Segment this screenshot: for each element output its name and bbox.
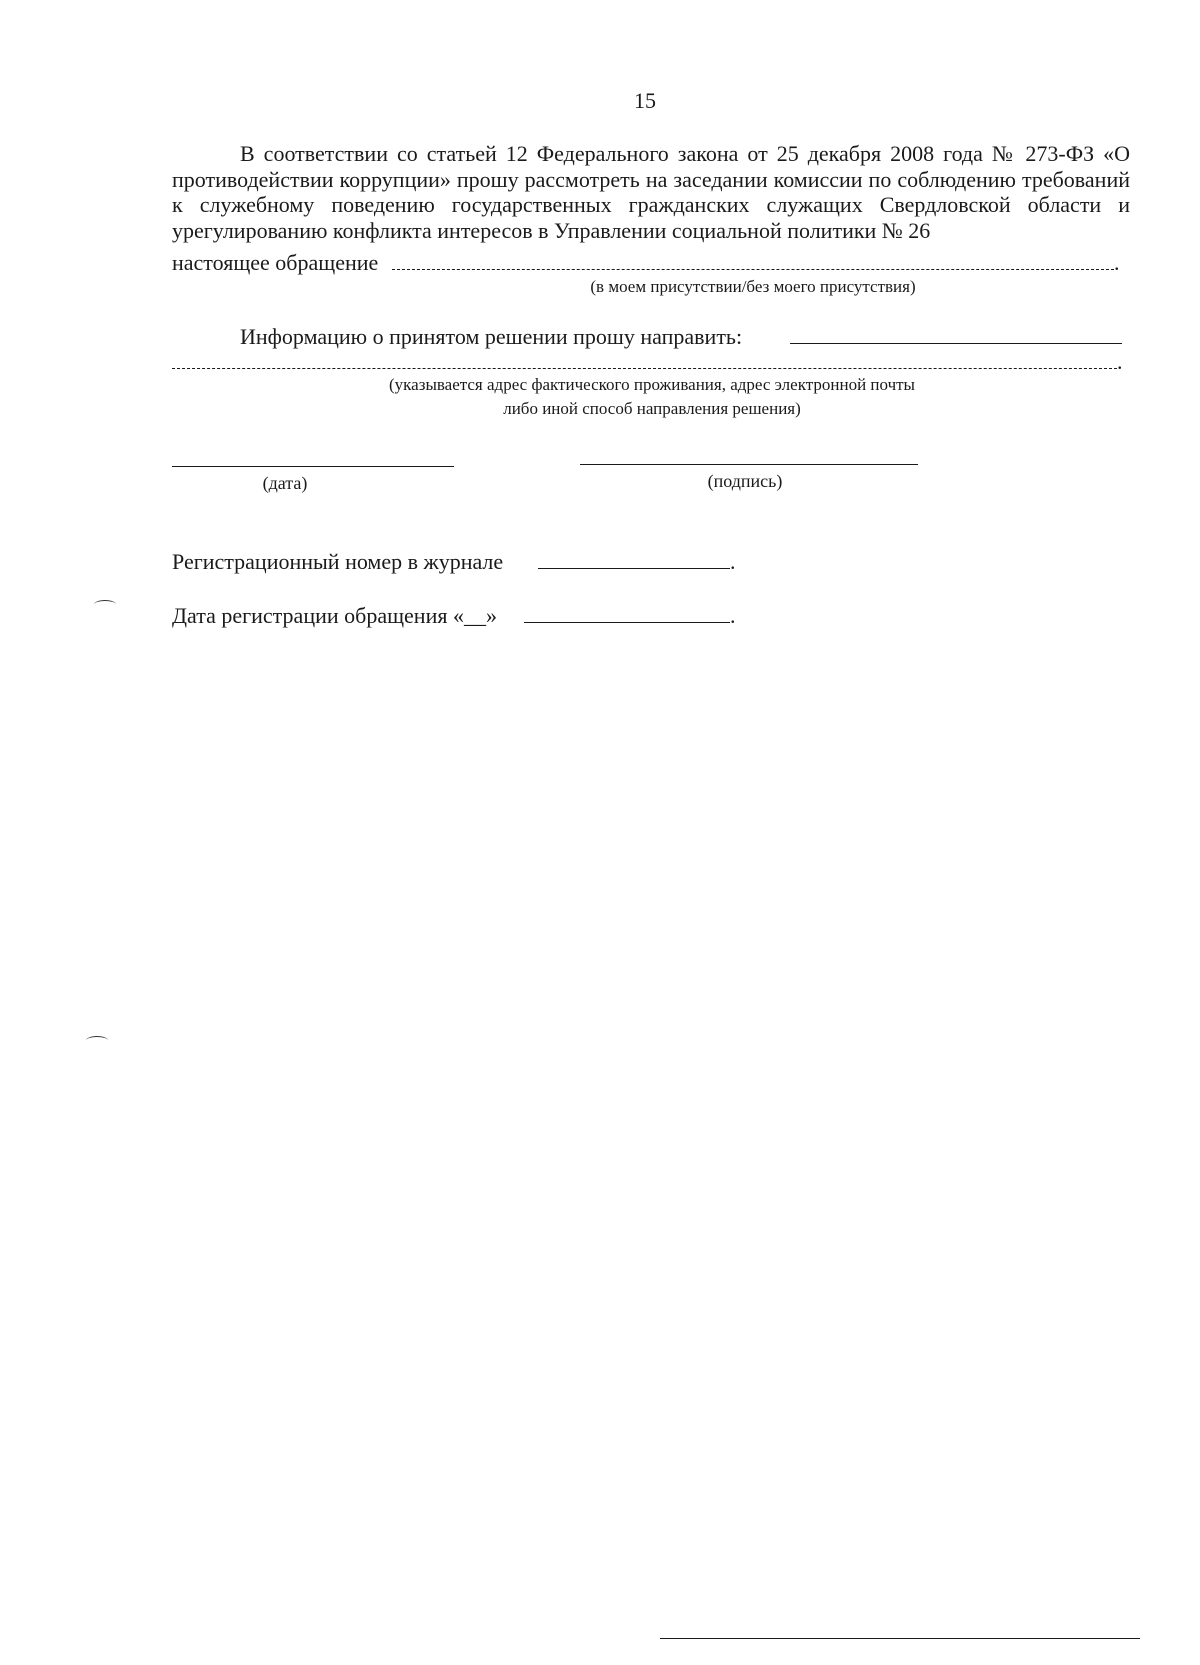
scan-mark <box>94 600 116 609</box>
address-hint-line1: (указывается адрес фактического проживания, адрес электронной почты <box>389 375 915 394</box>
address-period: . <box>1117 349 1123 374</box>
info-label: Информацию о принятом решении прошу направить: <box>240 324 743 349</box>
reg-number-fill-line[interactable] <box>538 568 730 569</box>
page-number: 15 <box>634 88 656 113</box>
signature-fill-line[interactable] <box>580 464 918 465</box>
address-hint-line2: либо иной способ направления решения) <box>503 399 801 418</box>
appeal-label: настоящее обращение <box>172 250 379 275</box>
reg-date-label: Дата регистрации обращения «__» <box>172 603 497 628</box>
reg-number-label: Регистрационный номер в журнале <box>172 549 504 574</box>
address-fill-line[interactable] <box>172 368 1117 369</box>
footer-rule <box>660 1638 1140 1639</box>
reg-number-period: . <box>730 549 736 574</box>
signature-label: (подпись) <box>707 471 783 491</box>
info-fill-line[interactable] <box>790 343 1122 344</box>
date-label: (дата) <box>262 473 308 493</box>
appeal-period: . <box>1114 250 1120 275</box>
reg-date-period: . <box>730 603 736 628</box>
appeal-line <box>172 250 1130 275</box>
reg-date-fill-line[interactable] <box>524 622 730 623</box>
request-paragraph: В соответствии со статьей 12 Федерального закона от 25 декабря 2008 года № 273-ФЗ «О противодействии коррупции» прошу рассмотреть на заседании комиссии по соблюдению требований к служебному поведению государственных гражданских служащих Свердловской области и урегулированию конфликта интересов в Управлении социальной политики № 26 <box>172 141 1130 243</box>
scan-mark <box>86 1036 108 1045</box>
appeal-hint: (в моем присутствии/без моего присутствия) <box>590 277 916 296</box>
appeal-fill-line[interactable] <box>392 269 1114 270</box>
date-fill-line[interactable] <box>172 466 454 467</box>
